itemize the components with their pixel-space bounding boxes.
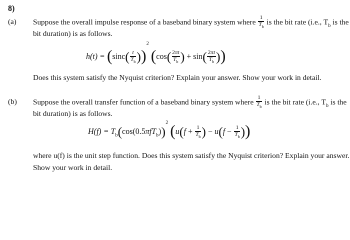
bitrate-fraction-a: $\frac{1}{T_b}$ <box>258 15 264 30</box>
part-b-line1: Suppose the overall transfer function of a baseband binary system where $\frac{1}{T_b}$ is the bit rate (i.e., $T_b$ is the <box>33 95 347 110</box>
part-a-line1-text: Suppose the overall impulse response of a baseband binary system where <box>33 17 256 27</box>
equation-a: h(t) = (sinc( $\frac{t}{T_b}$ ))$^2$ (cos( $\frac{2\pi t}{T_b}$ ) + sin( $\frac{2\pi t}{T_b}$ )) <box>86 42 226 66</box>
bitrate-fraction-b: $\frac{1}{T_b}$ <box>256 95 262 110</box>
problem-number: 8) <box>8 4 15 13</box>
part-a-line1-after: is the bit rate (i.e., T <box>266 17 329 27</box>
part-a-label: (a) <box>8 17 17 26</box>
equation-a-lhs: h(t) = <box>86 52 105 61</box>
part-b-line2: bit duration) is as follows. <box>33 109 113 118</box>
part-a-line1: Suppose the overall impulse response of a baseband binary system where $\frac{1}{T_b}$ is the bit rate (i.e., $T_b$ is the <box>33 15 349 30</box>
part-b-label: (b) <box>8 97 17 106</box>
part-a-line2: bit duration) is as follows. <box>33 29 113 38</box>
part-b-line1-tail: is the <box>330 97 347 107</box>
equation-b-lhs: H(f) = T <box>88 127 116 136</box>
part-b-question-line1: where u(f) is the unit step function. Does this system satisfy the Nyquist criterion? Explain your answer. <box>33 151 350 160</box>
part-b-line1-after: is the bit rate (i.e., T <box>264 97 326 107</box>
part-b-line1-text: Suppose the overall transfer function of a baseband binary system where <box>33 97 254 107</box>
equation-b: $H(f) = T_b(\cos(0.5\pi fT_b))^2$ (u(f + $\frac{1}{T_b}$ ) − u(f − $\frac{1}{T_b}$ )) <box>88 121 251 141</box>
part-b-question-line2: Show your work in detail. <box>33 163 113 172</box>
part-a-line1-tail: is the <box>332 17 349 27</box>
part-a-question: Does this system satisfy the Nyquist criterion? Explain your answer. Show your work in detail. <box>33 73 322 82</box>
